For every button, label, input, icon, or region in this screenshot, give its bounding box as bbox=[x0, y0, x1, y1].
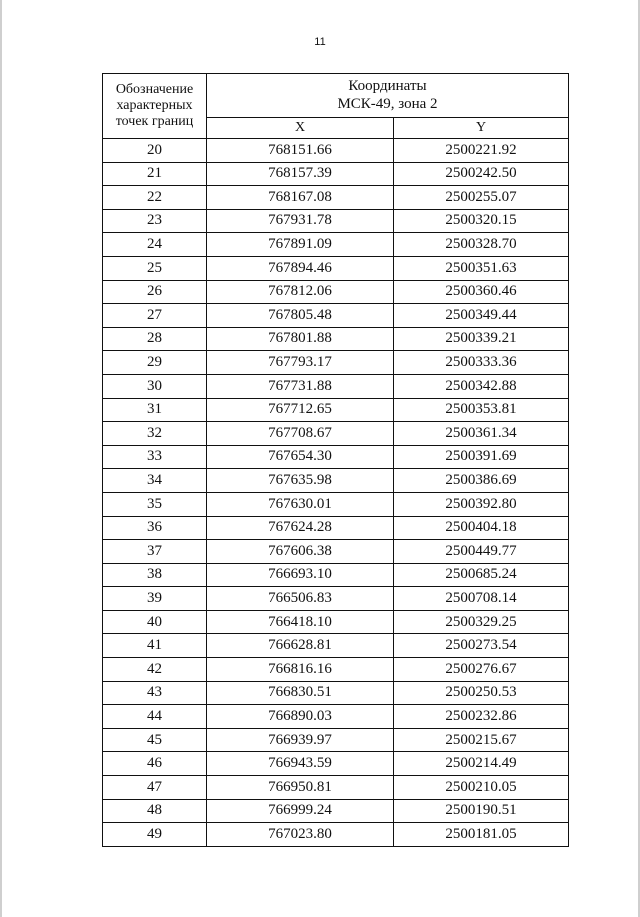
x-cell: 766999.24 bbox=[207, 799, 394, 823]
table-row bbox=[103, 681, 569, 705]
point-cell: 27 bbox=[103, 304, 207, 328]
y-cell: 2500353.81 bbox=[394, 398, 569, 422]
table-row bbox=[103, 728, 569, 752]
y-cell: 2500242.50 bbox=[394, 162, 569, 186]
table-row bbox=[103, 422, 569, 446]
y-column-header: Y bbox=[394, 118, 569, 139]
point-cell: 46 bbox=[103, 752, 207, 776]
x-cell: 768151.66 bbox=[207, 139, 394, 163]
coords-title-line1: Координаты bbox=[348, 78, 427, 95]
x-cell: 767801.88 bbox=[207, 327, 394, 351]
coords-title-line2: МСК-49, зона 2 bbox=[337, 95, 438, 112]
table-row bbox=[103, 492, 569, 516]
x-cell: 766950.81 bbox=[207, 776, 394, 800]
table-row bbox=[103, 469, 569, 493]
x-cell: 768157.39 bbox=[207, 162, 394, 186]
point-cell: 45 bbox=[103, 728, 207, 752]
x-cell: 766628.81 bbox=[207, 634, 394, 658]
point-cell: 49 bbox=[103, 823, 207, 847]
y-cell: 2500273.54 bbox=[394, 634, 569, 658]
x-cell: 767630.01 bbox=[207, 492, 394, 516]
table-row bbox=[103, 162, 569, 186]
point-cell: 26 bbox=[103, 280, 207, 304]
x-cell: 766816.16 bbox=[207, 658, 394, 682]
table-row bbox=[103, 209, 569, 233]
point-cell: 40 bbox=[103, 610, 207, 634]
x-cell: 767606.38 bbox=[207, 540, 394, 564]
table-row bbox=[103, 256, 569, 280]
table-row bbox=[103, 705, 569, 729]
coordinates-table bbox=[102, 73, 569, 847]
x-cell: 767931.78 bbox=[207, 209, 394, 233]
y-cell: 2500449.77 bbox=[394, 540, 569, 564]
point-cell: 23 bbox=[103, 209, 207, 233]
x-column-header: X bbox=[207, 118, 394, 139]
point-cell: 30 bbox=[103, 374, 207, 398]
point-cell: 21 bbox=[103, 162, 207, 186]
table-row bbox=[103, 351, 569, 375]
table-row bbox=[103, 634, 569, 658]
x-cell: 766830.51 bbox=[207, 681, 394, 705]
x-cell: 767023.80 bbox=[207, 823, 394, 847]
coordinates-header bbox=[207, 74, 569, 118]
y-cell: 2500351.63 bbox=[394, 256, 569, 280]
point-cell: 44 bbox=[103, 705, 207, 729]
table-row bbox=[103, 658, 569, 682]
x-cell: 767635.98 bbox=[207, 469, 394, 493]
point-cell: 31 bbox=[103, 398, 207, 422]
x-cell: 767712.65 bbox=[207, 398, 394, 422]
x-cell: 766890.03 bbox=[207, 705, 394, 729]
y-cell: 2500232.86 bbox=[394, 705, 569, 729]
page-number: 11 bbox=[314, 36, 326, 48]
y-cell: 2500333.36 bbox=[394, 351, 569, 375]
y-cell: 2500320.15 bbox=[394, 209, 569, 233]
y-cell: 2500181.05 bbox=[394, 823, 569, 847]
point-cell: 39 bbox=[103, 587, 207, 611]
x-cell: 766943.59 bbox=[207, 752, 394, 776]
y-cell: 2500210.05 bbox=[394, 776, 569, 800]
x-cell: 767805.48 bbox=[207, 304, 394, 328]
x-cell: 766693.10 bbox=[207, 563, 394, 587]
x-cell: 767654.30 bbox=[207, 445, 394, 469]
point-cell: 41 bbox=[103, 634, 207, 658]
x-cell: 767891.09 bbox=[207, 233, 394, 257]
y-cell: 2500329.25 bbox=[394, 610, 569, 634]
point-cell: 37 bbox=[103, 540, 207, 564]
x-cell: 767708.67 bbox=[207, 422, 394, 446]
x-cell: 767894.46 bbox=[207, 256, 394, 280]
table-row bbox=[103, 752, 569, 776]
point-cell: 29 bbox=[103, 351, 207, 375]
table-row bbox=[103, 516, 569, 540]
point-cell: 38 bbox=[103, 563, 207, 587]
y-cell: 2500342.88 bbox=[394, 374, 569, 398]
table-row bbox=[103, 799, 569, 823]
table-row bbox=[103, 304, 569, 328]
point-cell: 36 bbox=[103, 516, 207, 540]
y-cell: 2500190.51 bbox=[394, 799, 569, 823]
x-cell: 766418.10 bbox=[207, 610, 394, 634]
y-cell: 2500349.44 bbox=[394, 304, 569, 328]
table-row bbox=[103, 540, 569, 564]
table-row bbox=[103, 610, 569, 634]
table-row bbox=[103, 280, 569, 304]
y-cell: 2500360.46 bbox=[394, 280, 569, 304]
table-row bbox=[103, 139, 569, 163]
point-cell: 20 bbox=[103, 139, 207, 163]
y-cell: 2500386.69 bbox=[394, 469, 569, 493]
x-cell: 767793.17 bbox=[207, 351, 394, 375]
point-cell: 35 bbox=[103, 492, 207, 516]
x-cell: 766939.97 bbox=[207, 728, 394, 752]
y-cell: 2500404.18 bbox=[394, 516, 569, 540]
table-row bbox=[103, 186, 569, 210]
point-header-line2: характерных bbox=[116, 97, 193, 113]
y-cell: 2500215.67 bbox=[394, 728, 569, 752]
table-row bbox=[103, 398, 569, 422]
left-scan-edge bbox=[0, 0, 2, 917]
table-row bbox=[103, 445, 569, 469]
table-row bbox=[103, 233, 569, 257]
point-header-line3: точек границ bbox=[115, 114, 194, 130]
point-cell: 42 bbox=[103, 658, 207, 682]
table-row bbox=[103, 823, 569, 847]
x-cell: 768167.08 bbox=[207, 186, 394, 210]
point-cell: 28 bbox=[103, 327, 207, 351]
y-cell: 2500339.21 bbox=[394, 327, 569, 351]
y-cell: 2500276.67 bbox=[394, 658, 569, 682]
point-cell: 32 bbox=[103, 422, 207, 446]
table-row bbox=[103, 374, 569, 398]
point-cell: 22 bbox=[103, 186, 207, 210]
x-cell: 767812.06 bbox=[207, 280, 394, 304]
x-cell: 767624.28 bbox=[207, 516, 394, 540]
y-cell: 2500392.80 bbox=[394, 492, 569, 516]
point-cell: 33 bbox=[103, 445, 207, 469]
y-cell: 2500255.07 bbox=[394, 186, 569, 210]
y-cell: 2500221.92 bbox=[394, 139, 569, 163]
y-cell: 2500250.53 bbox=[394, 681, 569, 705]
point-cell: 25 bbox=[103, 256, 207, 280]
x-cell: 767731.88 bbox=[207, 374, 394, 398]
y-cell: 2500361.34 bbox=[394, 422, 569, 446]
table-row bbox=[103, 327, 569, 351]
point-cell: 43 bbox=[103, 681, 207, 705]
table-row bbox=[103, 587, 569, 611]
point-cell: 47 bbox=[103, 776, 207, 800]
table-row bbox=[103, 776, 569, 800]
point-cell: 34 bbox=[103, 469, 207, 493]
point-column-header bbox=[103, 74, 207, 139]
y-cell: 2500685.24 bbox=[394, 563, 569, 587]
point-cell: 24 bbox=[103, 233, 207, 257]
y-cell: 2500391.69 bbox=[394, 445, 569, 469]
y-cell: 2500708.14 bbox=[394, 587, 569, 611]
y-cell: 2500214.49 bbox=[394, 752, 569, 776]
point-header-line1: Обозначение bbox=[115, 81, 194, 97]
y-cell: 2500328.70 bbox=[394, 233, 569, 257]
table-row bbox=[103, 563, 569, 587]
x-cell: 766506.83 bbox=[207, 587, 394, 611]
point-cell: 48 bbox=[103, 799, 207, 823]
